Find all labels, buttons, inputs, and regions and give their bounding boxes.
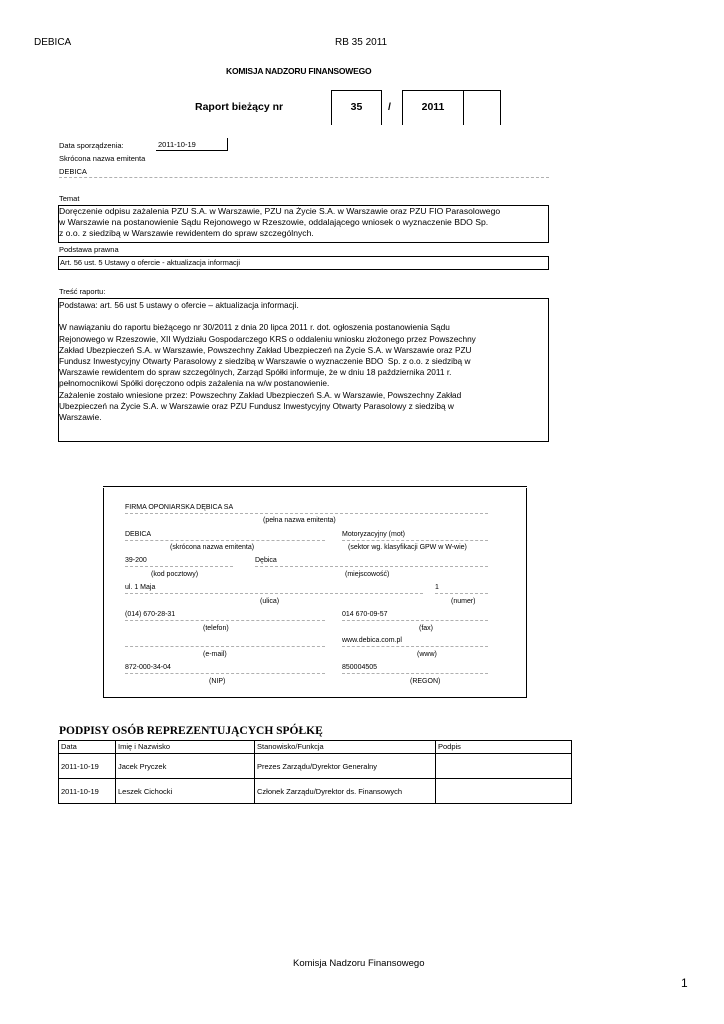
issuer-email-caption: (e-mail) [203, 651, 227, 658]
date-value: 2011-10-19 [158, 140, 196, 149]
issuer-nip-caption: (NIP) [209, 678, 226, 685]
legal-label: Podstawa prawna [59, 245, 119, 254]
cell-signature [436, 779, 572, 804]
issuer-number-caption: (numer) [451, 598, 476, 605]
content-label: Treść raportu: [59, 287, 106, 296]
cell-position: Członek Zarządu/Dyrektor ds. Finansowych [255, 779, 436, 804]
issuer-dots-8 [125, 620, 325, 621]
issuer-city-caption: (miejscowość) [345, 571, 390, 578]
signatures-title: PODPISY OSÓB REPREZENTUJĄCYCH SPÓŁKĘ [59, 725, 323, 737]
footer-authority: Komisja Nadzoru Finansowego [293, 958, 425, 969]
issuer-phone: (014) 670-28-31 [125, 611, 176, 618]
date-label: Data sporządzenia: [59, 141, 124, 150]
issuer-sector: Motoryzacyjny (mot) [342, 531, 406, 538]
table-row [59, 754, 572, 779]
issuer-full-name-caption: (pełna nazwa emitenta) [263, 517, 336, 524]
issuer-nip: 872-000-34-04 [125, 664, 171, 671]
report-year: 2011 [421, 101, 445, 113]
issuer-full-name: FIRMA OPONIARSKA DĘBICA SA [125, 504, 234, 511]
issuer-dots-1 [125, 513, 488, 514]
issuer-street-caption: (ulica) [260, 598, 280, 605]
header-report-id: RB 35 2011 [335, 37, 388, 48]
issuer-dots-9 [342, 620, 488, 621]
issuer-city: Dębica [255, 557, 277, 564]
issuer-dots-12 [125, 673, 325, 674]
issuer-dots-4 [125, 566, 233, 567]
subject-text: Doręczenie odpisu zażalenia PZU S.A. w Warszawie, PZU na Życie S.A. w Warszawie oraz PZU FIO Parasolowego w Warszawie na postanowienie Sądu Rejonowego w Rzeszowie, oddalającego wniosek o wyznaczenie BDO Sp. z o.o. z siedzibą w Warszawie rewidentem do spraw szczególnych. [59, 206, 501, 239]
report-extra-box [464, 90, 501, 125]
issuer-regon: 850004505 [342, 664, 378, 671]
short-name-value: DEBICA [59, 167, 87, 176]
issuer-sector-caption: (sektor wg. klasyfikacji GPW w W-wie) [348, 544, 467, 551]
report-number: 35 [350, 101, 363, 113]
legal-value: Art. 56 ust. 5 Ustawy o ofercie - aktualizacja informacji [60, 258, 241, 267]
issuer-dots-11 [342, 646, 488, 647]
issuer-top-rule [103, 486, 527, 487]
header-company: DEBICA [34, 37, 72, 48]
issuer-short-name: DEBICA [125, 531, 152, 538]
content-text: Podstawa: art. 56 ust 5 ustawy o ofercie – aktualizacja informacji. W nawiązaniu do raportu bieżącego nr 30/2011 z dnia 20 lipca 2011 r. dot. ogłoszenia postanowienia Sądu Rejonowego w Rzeszowie, XII Wydziału Gospodarczego KRS o oddaleniu wniosku złożonego przez Powszechny Zakład Ubezpieczeń S.A. w Warszawie, Powszechny Zakład Ubezpieczeń na Życie S.A. w Warszawie oraz PZU Fundusz Inwestycyjny Otwarty Parasolowy z siedzibą w Warszawie o wyznaczenie BDO Sp. z o.o. z siedzibą w Warszawie rewidentem do spraw szczególnych, Zarząd Spółki informuje, że w dniu 18 października 2011 r. pełnomocnikowi Spółki doręczono odpis zażalenia na w/w postanowienie. Zażalenie zostało wniesione przez: Powszechny Zakład Ubezpieczeń S.A. w Warszawie, Powszechny Zakład Ubezpieczeń na Życie S.A. w Warszawie oraz PZU Fundusz Inwestycyjny Otwarty Parasolowy z siedzibą w Warszawie. [59, 300, 476, 423]
issuer-postal-caption: (kod pocztowy) [151, 571, 199, 578]
issuer-regon-caption: (REGON) [410, 678, 441, 685]
cell-name: Jacek Pryczek [116, 754, 255, 779]
col-header-name: Imię i Nazwisko [116, 741, 255, 754]
issuer-phone-caption: (telefon) [203, 625, 229, 632]
authority-title: KOMISJA NADZORU FINANSOWEGO [226, 66, 372, 76]
col-header-date: Data [59, 741, 116, 754]
page-number: 1 [681, 976, 688, 990]
cell-date: 2011-10-19 [59, 779, 116, 804]
issuer-dots-7 [435, 593, 488, 594]
cell-name: Leszek Cichocki [116, 779, 255, 804]
issuer-dots-10 [125, 646, 325, 647]
issuer-www-caption: (www) [417, 651, 437, 658]
issuer-dots-5 [255, 566, 488, 567]
issuer-dots-3 [342, 540, 488, 541]
issuer-fax: 014 670-09-57 [342, 611, 388, 618]
issuer-fax-caption: (fax) [419, 625, 433, 632]
col-header-position: Stanowisko/Funkcja [255, 741, 436, 754]
issuer-street: ul. 1 Maja [125, 584, 156, 591]
col-header-signature: Podpis [436, 741, 572, 754]
report-label: Raport bieżący nr [195, 101, 284, 113]
subject-label: Temat [59, 194, 80, 203]
report-slash: / [388, 101, 391, 113]
signatures-table [58, 740, 572, 804]
issuer-dots-6 [125, 593, 423, 594]
cell-signature [436, 754, 572, 779]
issuer-dots-2 [125, 540, 325, 541]
issuer-house-number: 1 [435, 584, 439, 591]
issuer-short-name-caption: (skrócona nazwa emitenta) [170, 544, 255, 551]
divider [59, 177, 549, 178]
issuer-dots-13 [342, 673, 488, 674]
cell-date: 2011-10-19 [59, 754, 116, 779]
table-row [59, 779, 572, 804]
cell-position: Prezes Zarządu/Dyrektor Generalny [255, 754, 436, 779]
signatures-header-row [59, 741, 572, 754]
issuer-www: www.debica.com.pl [342, 637, 402, 644]
issuer-postal-code: 39-200 [125, 557, 147, 564]
short-name-label: Skrócona nazwa emitenta [59, 154, 146, 163]
